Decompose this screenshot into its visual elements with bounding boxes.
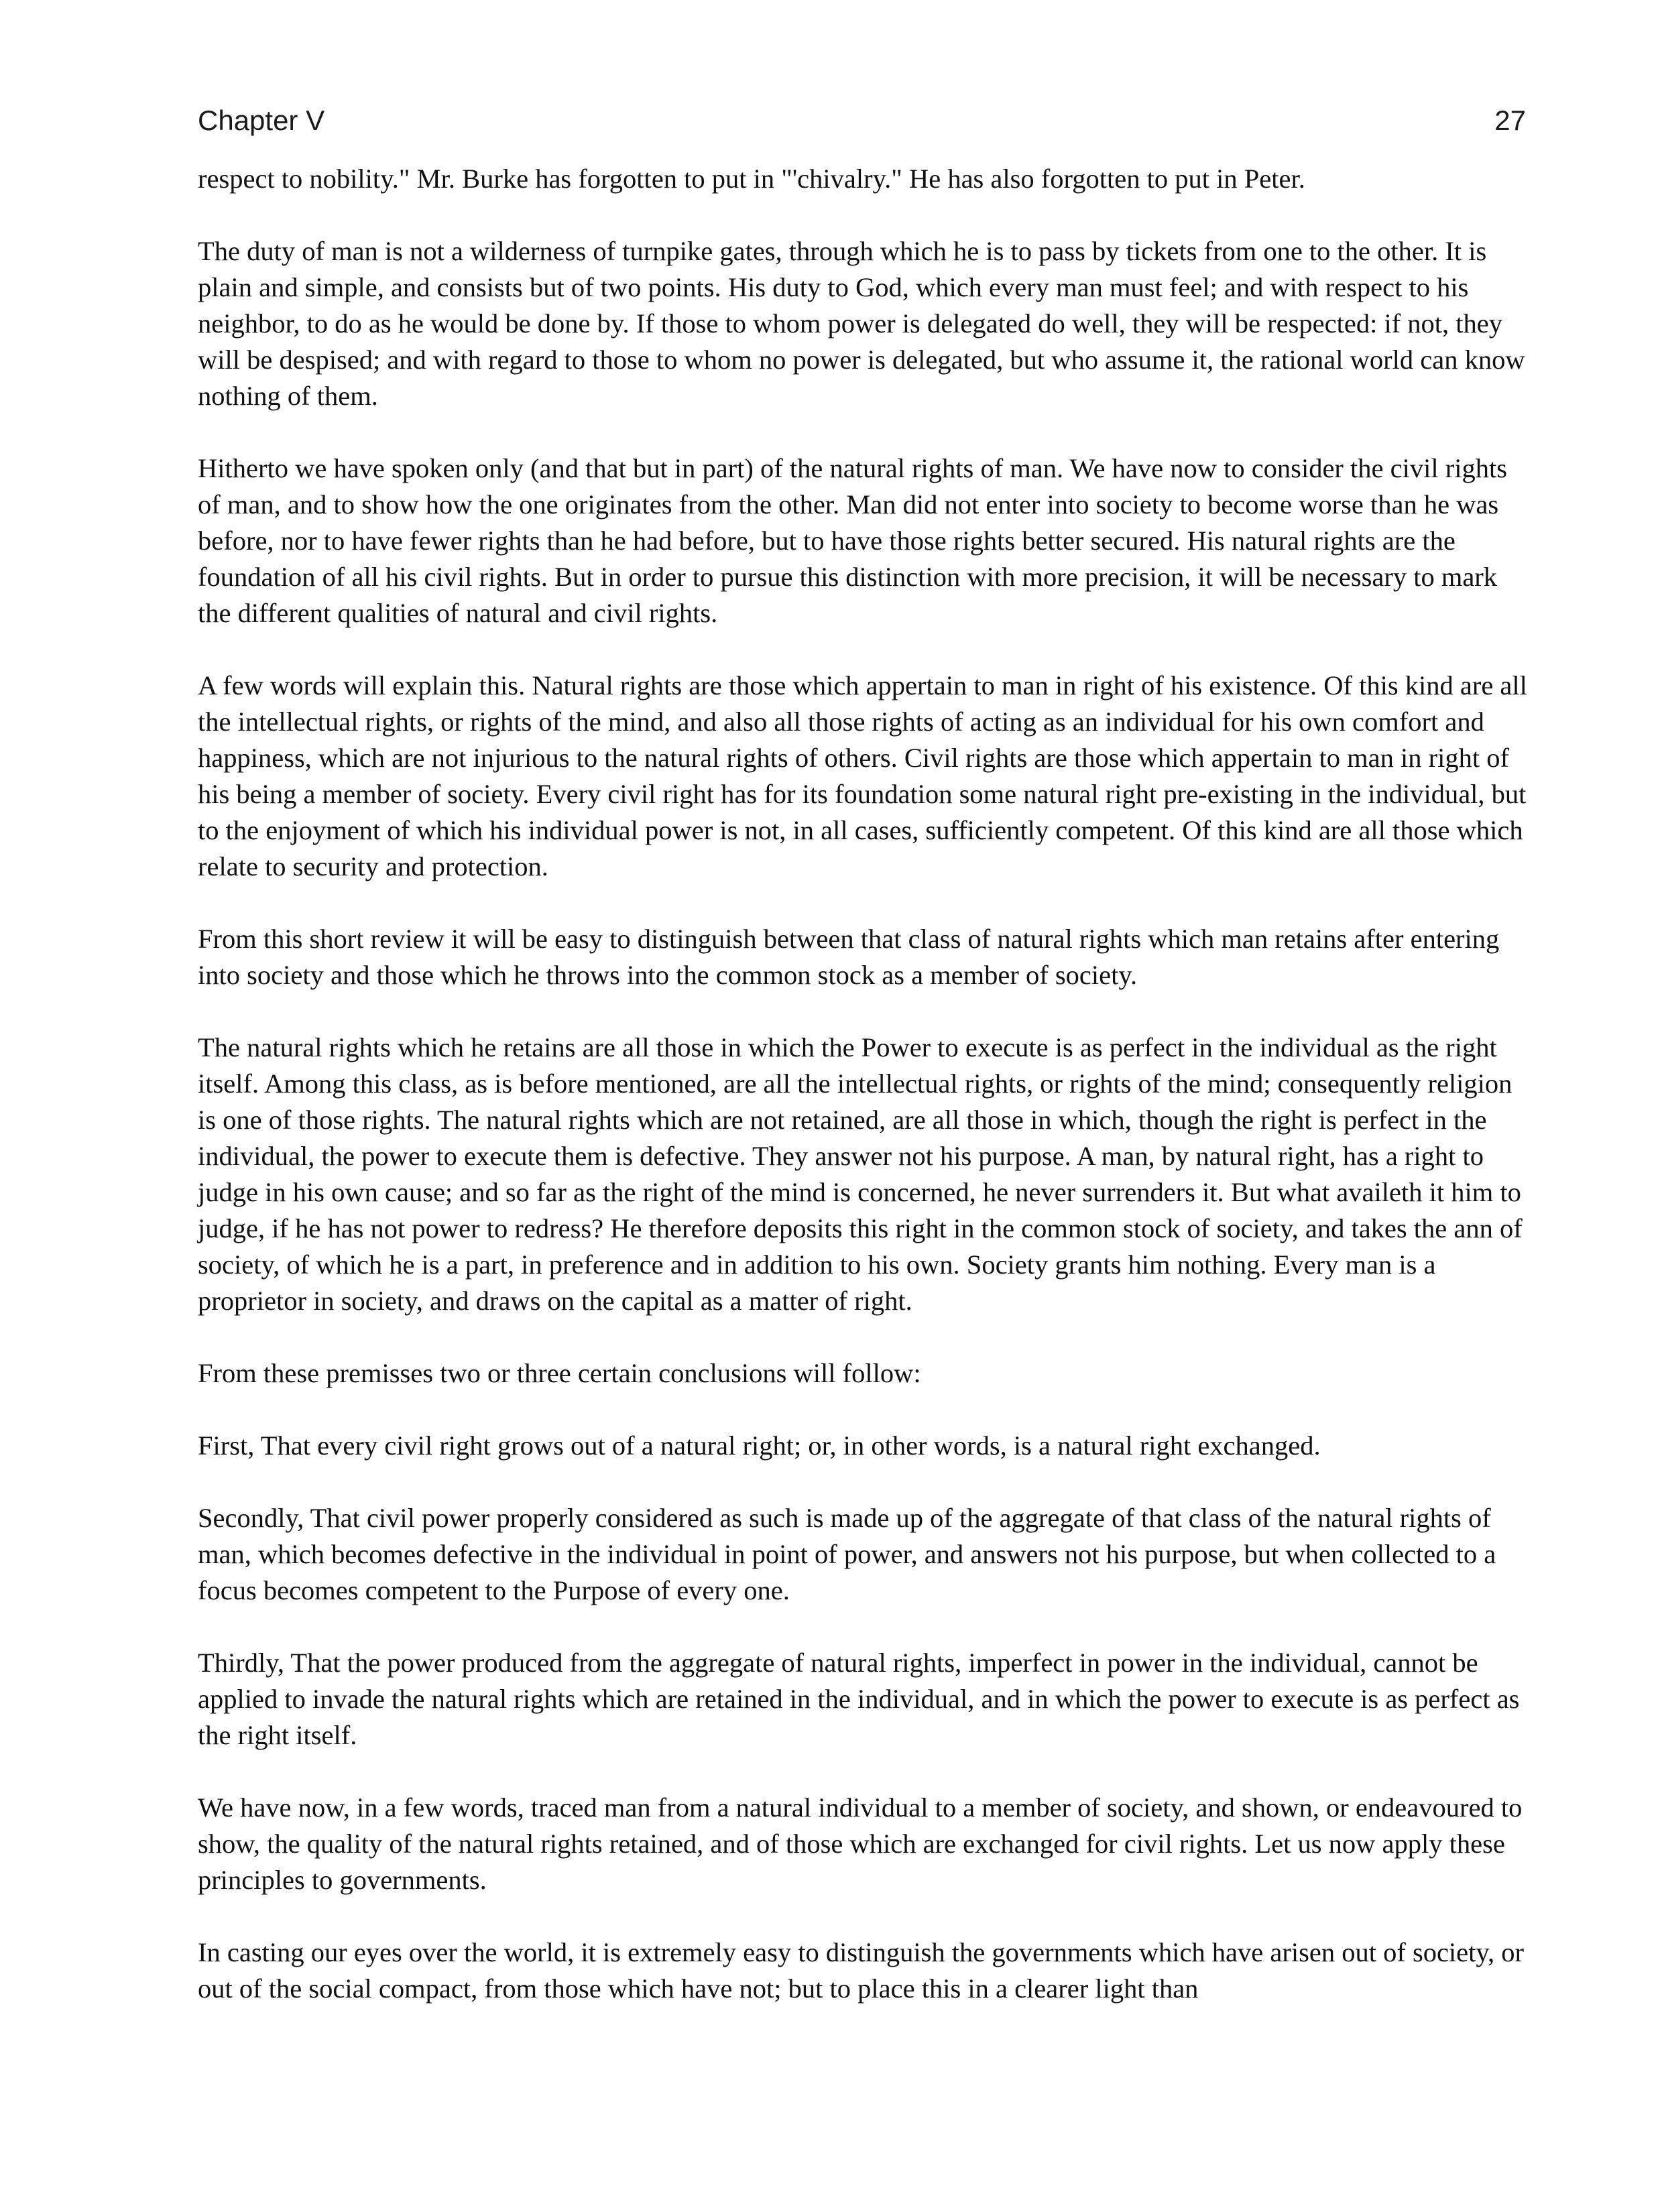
paragraph: Hitherto we have spoken only (and that but in part) of the natural rights of man. We have now to consider the civil rights of man, and to show how the one originates from the other. Man did not enter into society to become worse than he was before, nor to have fewer rights than he had before, but to have those rights better secured. His natural rights are the foundation of all his civil rights. But in order to pursue this distinction with more precision, it will be necessary to mark the different qualities of natural and civil rights. [198, 453, 1507, 628]
paragraph: A few words will explain this. Natural rights are those which appertain to man in right of his existence. Of this kind are all the intellectual rights, or rights of the mind, and also all those rights of acting as an individual for his own comfort and happiness, which are not injurious to the natural rights of others. Civil rights are those which appertain to man in right of his being a member of society. Every civil right has for its foundation some natural right pre-existing in the individual, but to the enjoyment of which his individual power is not, in all cases, sufficiently competent. Of this kind are all those which relate to security and protection. [198, 670, 1527, 881]
paragraph: From this short review it will be easy to distinguish between that class of natural rights which man retains after entering into society and those which he throws into the common stock as a member of society. [198, 924, 1500, 990]
paragraph: The natural rights which he retains are all those in which the Power to execute is as perfect in the individual as the right itself. Among this class, as is before mentioned, are all the intellectual rights, or rights of the mind; consequently religion is one of those rights. The natural rights which are not retained, are all those in which, though the right is perfect in the individual, the power to execute them is defective. They answer not his purpose. A man, by natural right, has a right to judge in his own cause; and so far as the right of the mind is concerned, he never surrenders it. But what availeth it him to judge, if he has not power to redress? He therefore deposits this right in the common stock of society, and takes the ann of society, of which he is a part, in preference and in addition to his own. Society grants him nothing. Every man is a proprietor in society, and draws on the capital as a matter of right. [198, 1032, 1523, 1316]
paragraph: In casting our eyes over the world, it is extremely easy to distinguish the governments which have arisen out of society, or out of the social compact, from those which have not; but to place this in a clearer light than [198, 1937, 1525, 2004]
body-text [198, 161, 1532, 2007]
page-number: 27 [1494, 105, 1526, 136]
paragraph: Secondly, That civil power properly considered as such is made up of the aggregate of that class of the natural rights of man, which becomes defective in the individual in point of power, and answers not his purpose, but when collected to a focus becomes competent to the Purpose of every one. [198, 1503, 1496, 1605]
paragraph: Thirdly, That the power produced from the aggregate of natural rights, imperfect in power in the individual, cannot be applied to invade the natural rights which are retained in the individual, and in which the power to execute is as perfect as the right itself. [198, 1648, 1520, 1750]
chapter-title: Chapter V [198, 105, 325, 136]
page-header [198, 101, 1526, 141]
paragraph: First, That every civil right grows out of a natural right; or, in other words, is a natural right exchanged. [198, 1430, 1321, 1461]
paragraph: We have now, in a few words, traced man from a natural individual to a member of society, and shown, or endeavoured to show, the quality of the natural rights retained, and of those which are exchanged for civil rights. Let us now apply these principles to governments. [198, 1792, 1523, 1895]
paragraph: The duty of man is not a wilderness of turnpike gates, through which he is to pass by tickets from one to the other. It is plain and simple, and consists but of two points. His duty to God, which every man must feel; and with respect to his neighbor, to do as he would be done by. If those to whom power is delegated do well, they will be respected: if not, they will be despised; and with regard to those to whom no power is delegated, but who assume it, the rational world can know nothing of them. [198, 236, 1525, 411]
paragraph: respect to nobility." Mr. Burke has forgotten to put in "'chivalry." He has also forgotten to put in Peter. [198, 164, 1305, 194]
paragraph: From these premisses two or three certain conclusions will follow: [198, 1358, 921, 1388]
